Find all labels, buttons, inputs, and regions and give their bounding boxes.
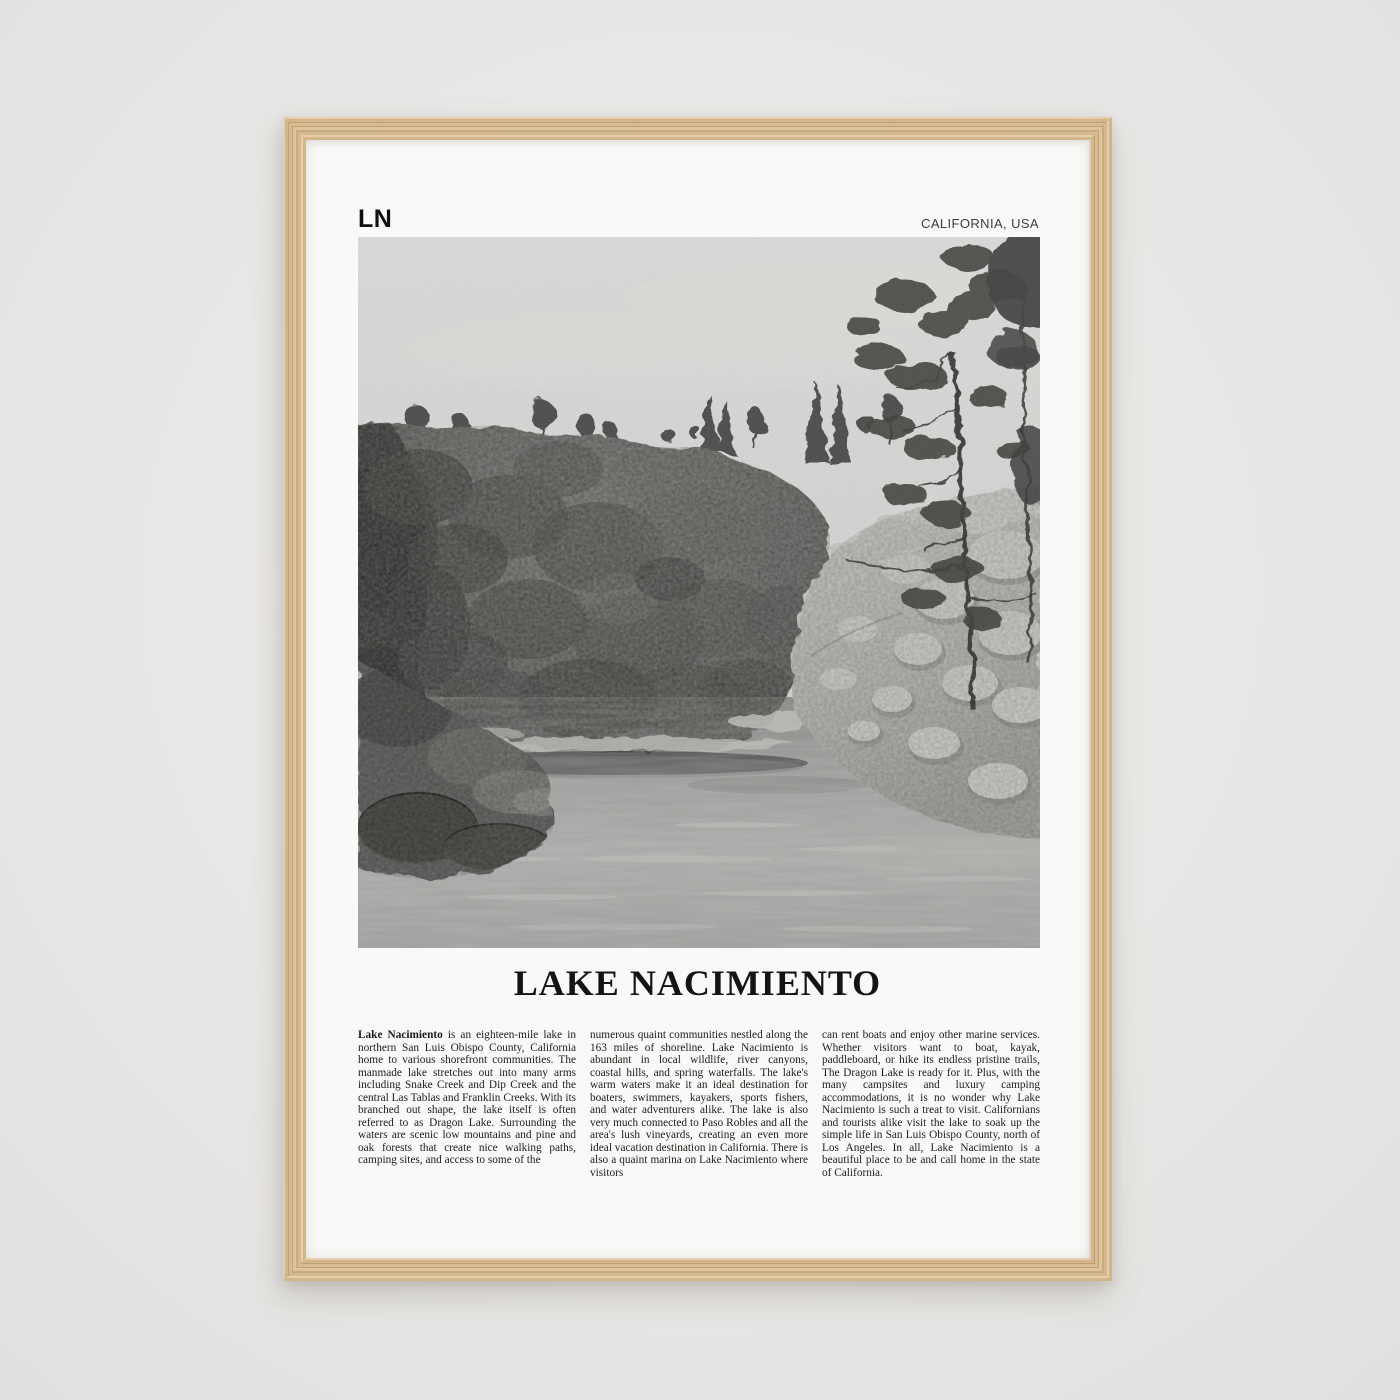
lead-text: Lake Nacimiento [358,1029,443,1041]
lake-photo-illustration [358,237,1040,948]
lake-photo [358,237,1040,948]
poster [306,140,1089,1258]
poster-header [358,198,1039,232]
poster-title: LAKE NACIMIENTO [513,963,882,1003]
frame-edge-right [1089,117,1112,1281]
frame-edge-left [283,117,306,1281]
body-column-2: numerous quaint communities nestled along the 163 miles of shoreline. Lake Nacimiento is abundant in local wildlife, river canyons, coastal hills, and spring waterfalls. The lake's warm waters make it an ideal destination for boaters, swimmers, kayakers, sports fishers, and water adventurers alike. The lake is also very much connected to Paso Robles and all the area's lush vineyards, creating an even more ideal vacation destination in California. There is also a quaint marina on Lake Nacimiento where visitors [590,1029,808,1179]
logo-monogram: LN [358,205,393,233]
frame-edge-bottom [283,1258,1112,1281]
body-column-1-text: is an eighteen-mile lake in northern San Luis Obispo County, California home to various shorefront communities. The manmade lake stretches out into many arms including Snake Creek and Dip Creek and the central Las Tablas and Franklin Creeks. With its branched out shape, the lake itself is often referred to as Dragon Lake. Surrounding the waters are scenic low mountains and pine and oak forests that create nice walking paths, camping sites, and access to some of the [358,1029,576,1166]
frame-edge-top [283,117,1112,140]
body-column-3: can rent boats and enjoy other marine services. Whether visitors want to boat, kayak, paddleboard, or hike its endless pristine trails, The Dragon Lake is ready for it. Plus, with the many campsites and luxury camping accommodations, it is no wonder why Lake Nacimiento is such a treat to visit. Californians and tourists alike visit the lake to soak up the simple life in San Luis Obispo County, north of Los Angeles. In all, Lake Nacimiento is a beautiful place to be and call home in the state of California. [822,1029,1040,1179]
picture-frame [283,117,1112,1281]
location-label: CALIFORNIA, USA [921,216,1039,232]
body-column-1 [358,1029,576,1179]
body-text [358,1029,1040,1179]
